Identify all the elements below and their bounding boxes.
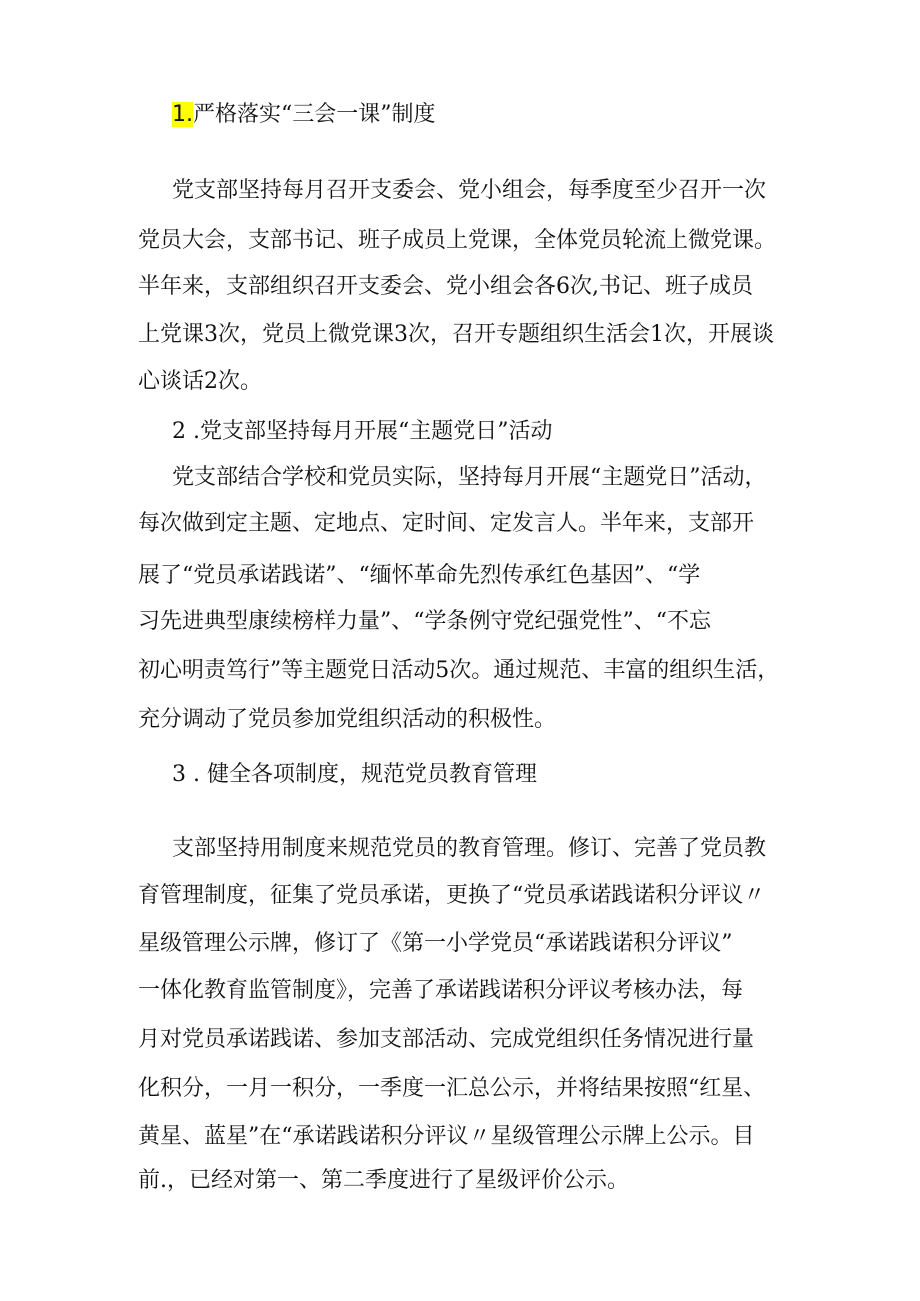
paragraph-line: 化积分，一月一积分，一季度一汇总公示，并将结果按照“红星、 bbox=[138, 1076, 766, 1101]
paragraph-line: 育管理制度，征集了党员承诺，更换了“党员承诺践诺积分评议〃 bbox=[138, 883, 766, 908]
paragraph-line: 习先进典型康续榜样力量”、“学条例守党纪强党性”、“不忘 bbox=[138, 609, 711, 634]
section-1-heading bbox=[172, 100, 436, 130]
paragraph-line: 心谈话2次。 bbox=[138, 369, 262, 394]
heading-number-highlight: 1. bbox=[172, 102, 193, 127]
paragraph-line: 党支部结合学校和党员实际，坚持每月开展“主题党日”活动， bbox=[172, 465, 767, 490]
paragraph-line: 支部坚持用制度来规范党员的教育管理。修订、完善了党员教 bbox=[172, 836, 767, 861]
paragraph-line: 一体化教育监管制度》，完善了承诺践诺积分评议考核办法，每 bbox=[138, 978, 744, 1003]
paragraph-line: 前.，已经对第一、第二季度进行了星级评价公示。 bbox=[138, 1168, 629, 1193]
paragraph-line: 党员大会，支部书记、班子成员上党课，全体党员轮流上微党课。 bbox=[138, 228, 777, 253]
paragraph-line: 星级管理公示牌，修订了《第一小学党员“承诺践诺积分评议” bbox=[138, 931, 733, 956]
section-2-heading: 2 .党支部坚持每月开展“主题党日”活动 bbox=[172, 419, 553, 444]
paragraph-line: 上党课3次，党员上微党课3次，召开专题组织生活会1次，开展谈 bbox=[138, 322, 774, 347]
paragraph-line: 初心明责笃行”等主题党日活动5次。通过规范、丰富的组织生活， bbox=[138, 658, 780, 683]
paragraph-line: 每次做到定主题、定地点、定时间、定发言人。半年来，支部开 bbox=[138, 511, 755, 536]
paragraph-line: 黄星、蓝星”在“承诺践诺积分评议〃星级管理公示牌上公示。目 bbox=[138, 1124, 755, 1149]
section-3-heading: 3 . 健全各项制度，规范党员教育管理 bbox=[172, 762, 537, 787]
paragraph-line: 月对党员承诺践诺、参加支部活动、完成党组织任务情况进行量 bbox=[138, 1027, 755, 1052]
section-1-heading-text: 严格落实“三会一课”制度 bbox=[193, 102, 436, 127]
paragraph-line: 展了“党员承诺践诺”、“缅怀革命先烈传承红色基因”、“学 bbox=[138, 563, 701, 588]
paragraph-line: 半年来，支部组织召开支委会、党小组会各6次,书记、班子成员 bbox=[138, 274, 753, 299]
paragraph-line: 充分调动了党员参加党组织活动的积极性。 bbox=[138, 707, 557, 732]
paragraph-line: 党支部坚持每月召开支委会、党小组会，每季度至少召开一次 bbox=[172, 178, 767, 203]
